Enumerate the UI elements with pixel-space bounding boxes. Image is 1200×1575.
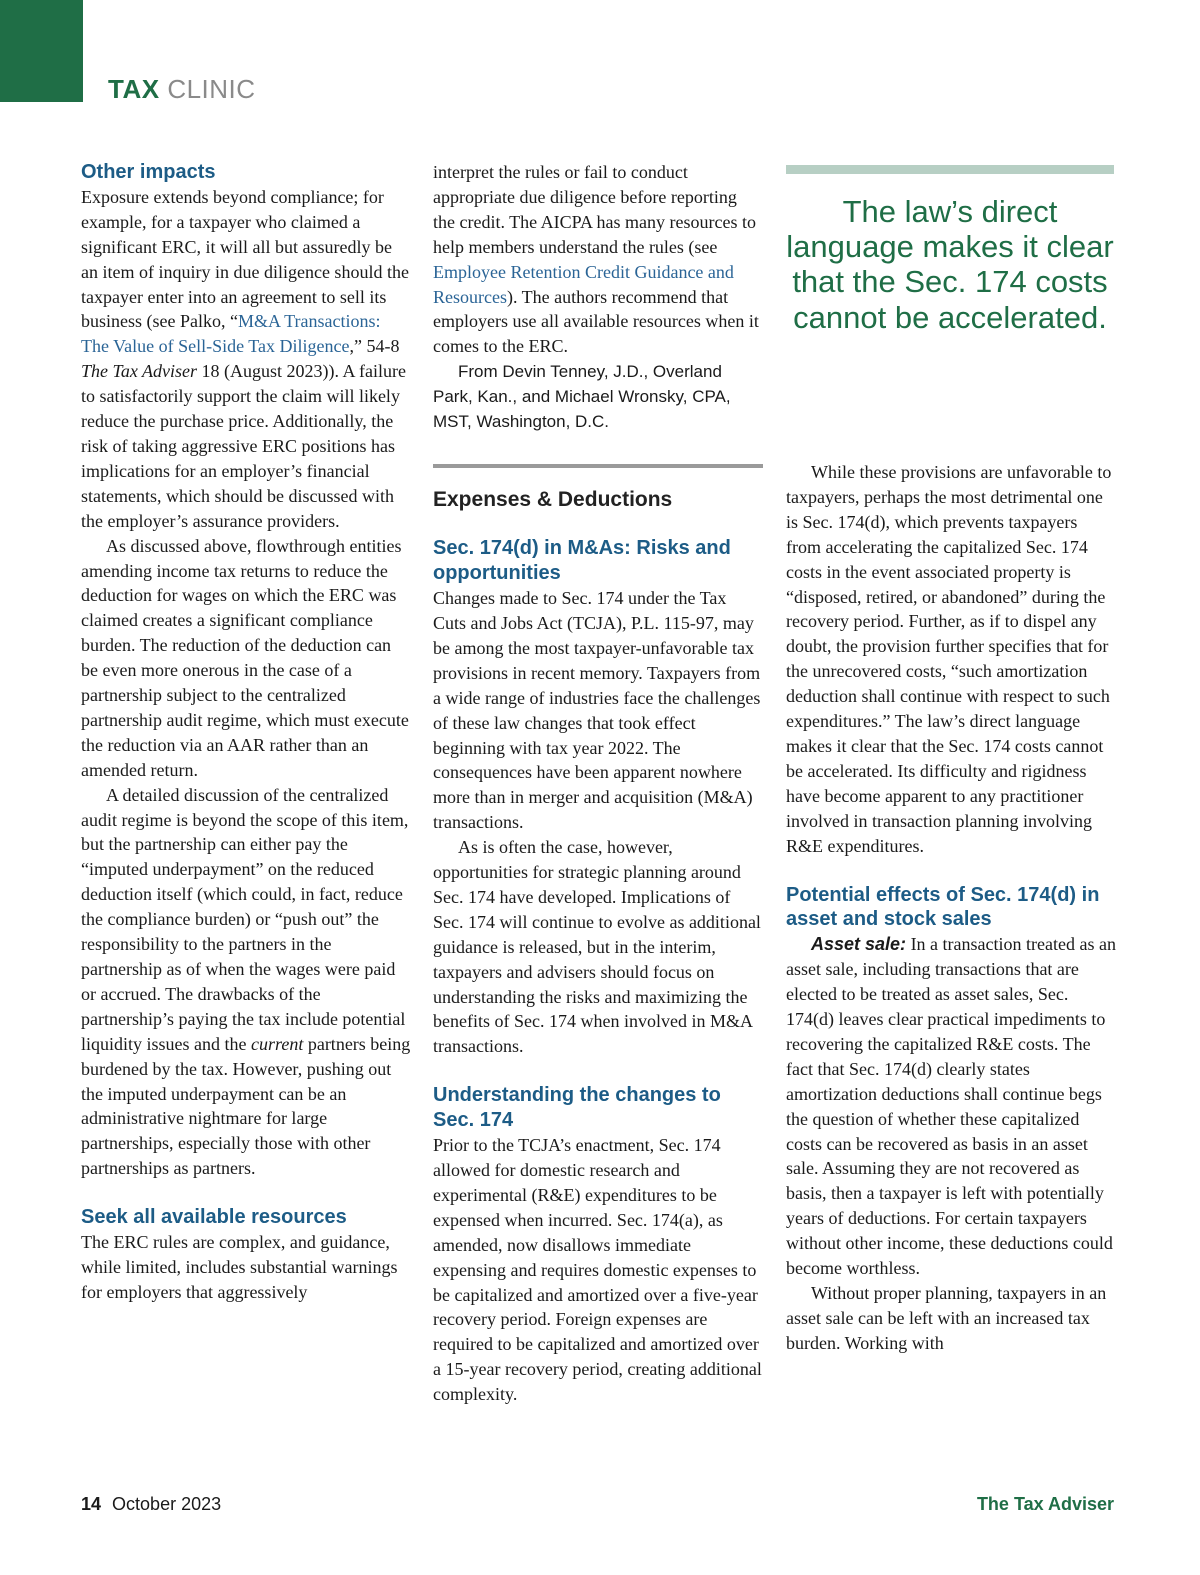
author-byline: From Devin Tenney, J.D., Overland Park, Kan., and Michael Wronsky, CPA, MST, Washington, D.C.	[433, 362, 731, 432]
paragraph-asset-sale-text: In a transaction treated as an asset sale, including transactions that are elected to be treated as asset sales, Sec. 174(d) leaves clear practical impediments to recovering the capitalized R&E costs. The fact that Sec. 174(d) clearly states amortization deductions shall continue begs the question of whether these capitalized costs can be recovered as basis in an asset sale. Assuming they are not recovered as basis, then a taxpayer is left with potentially years of deductions. For certain taxpayers without other income, these deductions could become worthless.	[786, 934, 1116, 1279]
paragraph-exposure-text-b: ,” 54-8	[349, 336, 400, 357]
heading-understanding-changes: Understanding the changes to Sec. 174	[433, 1084, 721, 1132]
paragraph-asset-sale	[786, 932, 1116, 1281]
paragraph-prior-to-tcja: Prior to the TCJA’s enactment, Sec. 174 allowed for domestic research and experimental (R&E) expenditures to be expensed when incurred. Sec. 174(a), as amended, now disallows immediate expensing and requires domestic expenses to be capitalized and amortized over a five-year recovery period. Foreign expenses are required to be capitalized and amortized over a 15-year recovery period, creating additional complexity.	[433, 1135, 762, 1405]
section-divider	[433, 464, 763, 468]
paragraph-interpret-text-a: interpret the rules or fail to conduct appropriate due diligence before reporting the credit. The AICPA has many resources to help members understand the rules (see	[433, 162, 756, 257]
paragraph-strategic-planning: As is often the case, however, opportunities for strategic planning around Sec. 174 have developed. Implications of Sec. 174 will continue to evolve as additional guidance is released, but in the interim, taxpayers and advisers should focus on understanding the risks and maximizing the benefits of Sec. 174 when involved in M&A transactions.	[433, 837, 761, 1057]
pull-quote: The law’s direct language makes it clear that the Sec. 174 costs cannot be accelerated.	[786, 194, 1114, 335]
section-label-bold: TAX	[108, 74, 160, 104]
paragraph-tcja-changes: Changes made to Sec. 174 under the Tax Cuts and Jobs Act (TCJA), P.L. 115-97, may be among the most taxpayer-unfavorable tax provisions in recent memory. Taxpayers from a wide range of industries face the challenges of these law changes that took effect beginning with tax year 2022. The consequences have been apparent nowhere more than in merger and acquisition (M&A) transactions.	[433, 588, 761, 833]
column-1	[81, 160, 411, 1305]
paragraph-interpret-rules	[433, 160, 763, 359]
publication-name: The Tax Adviser	[976, 1494, 1114, 1514]
page-number: 14	[81, 1494, 102, 1514]
journal-title: The Tax Adviser	[81, 361, 198, 382]
emphasis-current: current	[251, 1033, 304, 1054]
lead-in-asset-sale: Asset sale:	[811, 934, 907, 955]
section-tab-block	[0, 0, 83, 102]
heading-sec174-risks: Sec. 174(d) in M&As: Risks and opportunities	[433, 537, 731, 585]
issue-date: October 2023	[112, 1494, 222, 1514]
heading-other-impacts: Other impacts	[81, 161, 216, 183]
paragraph-centralized-audit	[81, 783, 411, 1182]
heading-potential-effects: Potential effects of Sec. 174(d) in asset and stock sales	[786, 883, 1100, 931]
section-label-light: CLINIC	[167, 74, 256, 104]
paragraph-exposure	[81, 185, 411, 534]
paragraph-flowthrough: As discussed above, flowthrough entities amending income tax returns to reduce the deduction for wages on which the ERC was claimed creates a significant compliance burden. The reduction of the deduction can be even more onerous in the case of a partnership subject to the centralized partnership audit regime, which must execute the reduction via an AAR rather than an amended return.	[81, 535, 409, 780]
heading-expenses-deductions: Expenses & Deductions	[433, 488, 673, 512]
paragraph-erc-rules: The ERC rules are complex, and guidance, while limited, includes substantial warnings for employers that aggressively	[81, 1232, 398, 1302]
link-erc-guidance[interactable]: Employee Retention Credit Guidance and Resources	[433, 261, 734, 307]
paragraph-exposure-text-c: 18 (August 2023)). A failure to satisfactorily support the claim will likely reduce the purchase price. Additionally, the risk of taking aggressive ERC positions has implications for an employer’s financial statements, which should be discussed with the employer’s assurance providers.	[81, 361, 406, 531]
column-3	[786, 460, 1116, 1356]
pull-quote-bar	[786, 165, 1114, 174]
heading-seek-resources: Seek all available resources	[81, 1206, 347, 1229]
paragraph-unfavorable-provisions: While these provisions are unfavorable to taxpayers, perhaps the most detrimental one is Sec. 174(d), which prevents taxpayers from accelerating the capitalized Sec. 174 costs in the event associated property is “disposed, retired, or abandoned” during the recovery period. Further, as if to dispel any doubt, the provision further specifies that for the unrecovered costs, “such amortization deduction shall continue with respect to such expenditures.” The law’s direct language makes it clear that the Sec. 174 costs cannot be accelerated. Its difficulty and rigidness have become apparent to any practitioner involved in transaction planning involving R&E expenditures.	[786, 462, 1112, 856]
paragraph-audit-text-a: A detailed discussion of the centralized audit regime is beyond the scope of this item, but the partnership can either pay the “imputed underpayment” on the reduced deduction itself (which could, in fact, reduce the compliance burden) or “push out” the responsibility to the partners in the partnership as of when the wages were paid or accrued. The drawbacks of the partnership’s paying the tax include potential liquidity issues and the	[81, 784, 409, 1054]
paragraph-interpret-text-b: ). The authors recommend that employers use all available resources when it comes to the ERC.	[433, 286, 759, 357]
paragraph-audit-text-b: partners being burdened by the tax. However, pushing out the imputed underpayment can be an administrative nightmare for large partnerships, especially those with other partnerships as partners.	[81, 1033, 411, 1179]
footer-page-info	[81, 1494, 221, 1515]
link-ma-transactions[interactable]: M&A Transactions: The Value of Sell-Side Tax Diligence	[81, 311, 381, 357]
paragraph-without-planning: Without proper planning, taxpayers in an asset sale can be left with an increased tax burden. Working with	[786, 1283, 1107, 1353]
section-label	[108, 74, 256, 105]
paragraph-exposure-text-a: Exposure extends beyond compliance; for example, for a taxpayer who claimed a significant ERC, it will all but assuredly be an item of inquiry in due diligence should the taxpayer enter into an agreement to sell its business (see Palko, “	[81, 186, 409, 332]
column-2	[433, 160, 763, 1407]
